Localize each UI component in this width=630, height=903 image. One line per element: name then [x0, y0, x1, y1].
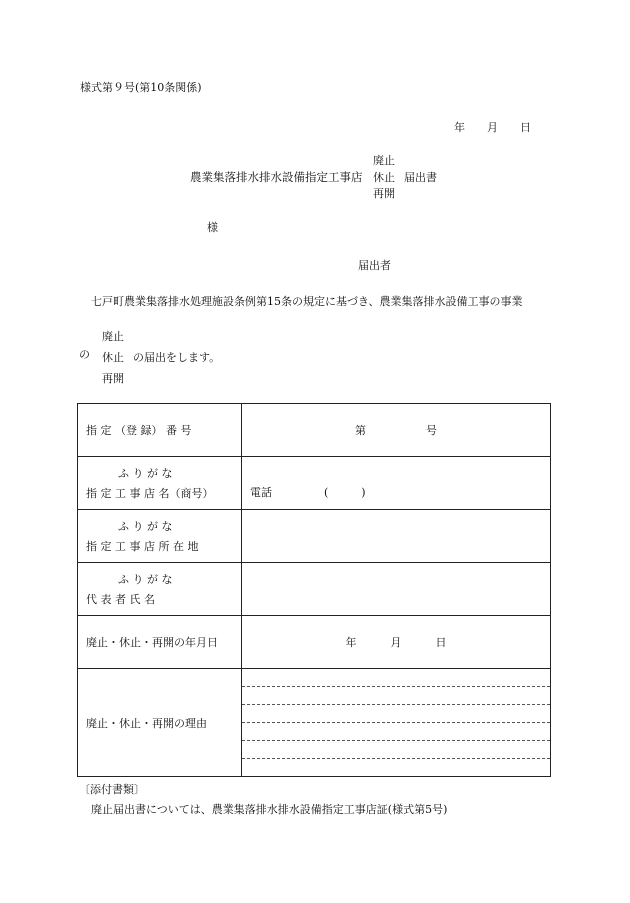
- table-date-day: 日: [435, 636, 447, 649]
- row-shop-name: [78, 457, 551, 510]
- reason-line: [242, 741, 550, 759]
- phone-label: 電話: [250, 486, 272, 499]
- row-date: [78, 616, 551, 669]
- form-number: 様式第９号(第10条関係): [80, 81, 202, 94]
- title-main: 農業集落排水排水設備指定工事店: [190, 170, 363, 184]
- reason-line: [242, 669, 550, 687]
- table-date-month: 月: [390, 636, 402, 649]
- title-option-saikai: 再開: [373, 187, 395, 200]
- reg-dai: 第: [355, 424, 366, 437]
- reason-line: [242, 705, 550, 723]
- notifier-label: 届出者: [358, 259, 391, 272]
- reason-line: [242, 723, 550, 741]
- statement-option-haishi: 廃止: [102, 330, 124, 343]
- attachments-heading: 〔添付書類〕: [79, 783, 145, 796]
- reg-number-label: 指 定 （登 録） 番 号: [78, 404, 242, 457]
- row-representative: [78, 563, 551, 616]
- table-date-year: 年: [345, 636, 357, 649]
- statement-suffix: の届出をします。: [133, 351, 221, 364]
- date-day: 日: [520, 121, 531, 134]
- address-value[interactable]: [242, 510, 551, 563]
- row-reason: [78, 669, 551, 777]
- statement-prefix: の: [79, 348, 90, 361]
- representative-furigana: ふ り が な: [118, 573, 173, 586]
- title-suffix: 届出書: [404, 171, 437, 184]
- notification-table: [77, 403, 551, 777]
- reason-line: [242, 687, 550, 705]
- date-year: 年: [454, 121, 465, 134]
- date-label: 廃止・休止・再開の年月日: [78, 616, 242, 669]
- shop-name-label: [78, 457, 242, 510]
- date-line: [454, 122, 531, 133]
- representative-value[interactable]: [242, 563, 551, 616]
- date-value[interactable]: [242, 616, 551, 669]
- address-furigana: ふ り が な: [118, 520, 173, 533]
- date-month: 月: [487, 121, 498, 134]
- reg-go: 号: [426, 424, 437, 437]
- representative-label: [78, 563, 242, 616]
- row-address: [78, 510, 551, 563]
- representative-label-text: 代 表 者 氏 名: [86, 593, 155, 606]
- reg-number-value[interactable]: [242, 404, 551, 457]
- title-option-kyushi: 休止: [373, 171, 395, 184]
- reason-line: [242, 759, 550, 776]
- body-text: 七戸町農業集落排水処理施設条例第15条の規定に基づき、農業集落排水設備工事の事業: [91, 295, 523, 308]
- shop-name-value[interactable]: [242, 457, 551, 510]
- statement-option-saikai: 再開: [102, 372, 124, 385]
- shop-name-furigana: ふ り が な: [118, 467, 173, 480]
- attachments-note: 廃止届出書については、農業集落排水排水設備指定工事店証(様式第5号): [91, 803, 448, 816]
- phone-parens: ( ): [324, 486, 366, 499]
- title-option-haishi: 廃止: [373, 154, 395, 167]
- row-registration-number: [78, 404, 551, 457]
- shop-name-label-text: 指 定 工 事 店 名（商号）: [86, 487, 214, 500]
- address-label-text: 指 定 工 事 店 所 在 地: [86, 540, 199, 553]
- address-label: [78, 510, 242, 563]
- addressee-honorific: 様: [207, 221, 218, 234]
- reason-value[interactable]: [242, 669, 551, 777]
- reason-label: 廃止・休止・再開の理由: [78, 669, 242, 777]
- statement-option-kyushi: 休止: [102, 351, 124, 364]
